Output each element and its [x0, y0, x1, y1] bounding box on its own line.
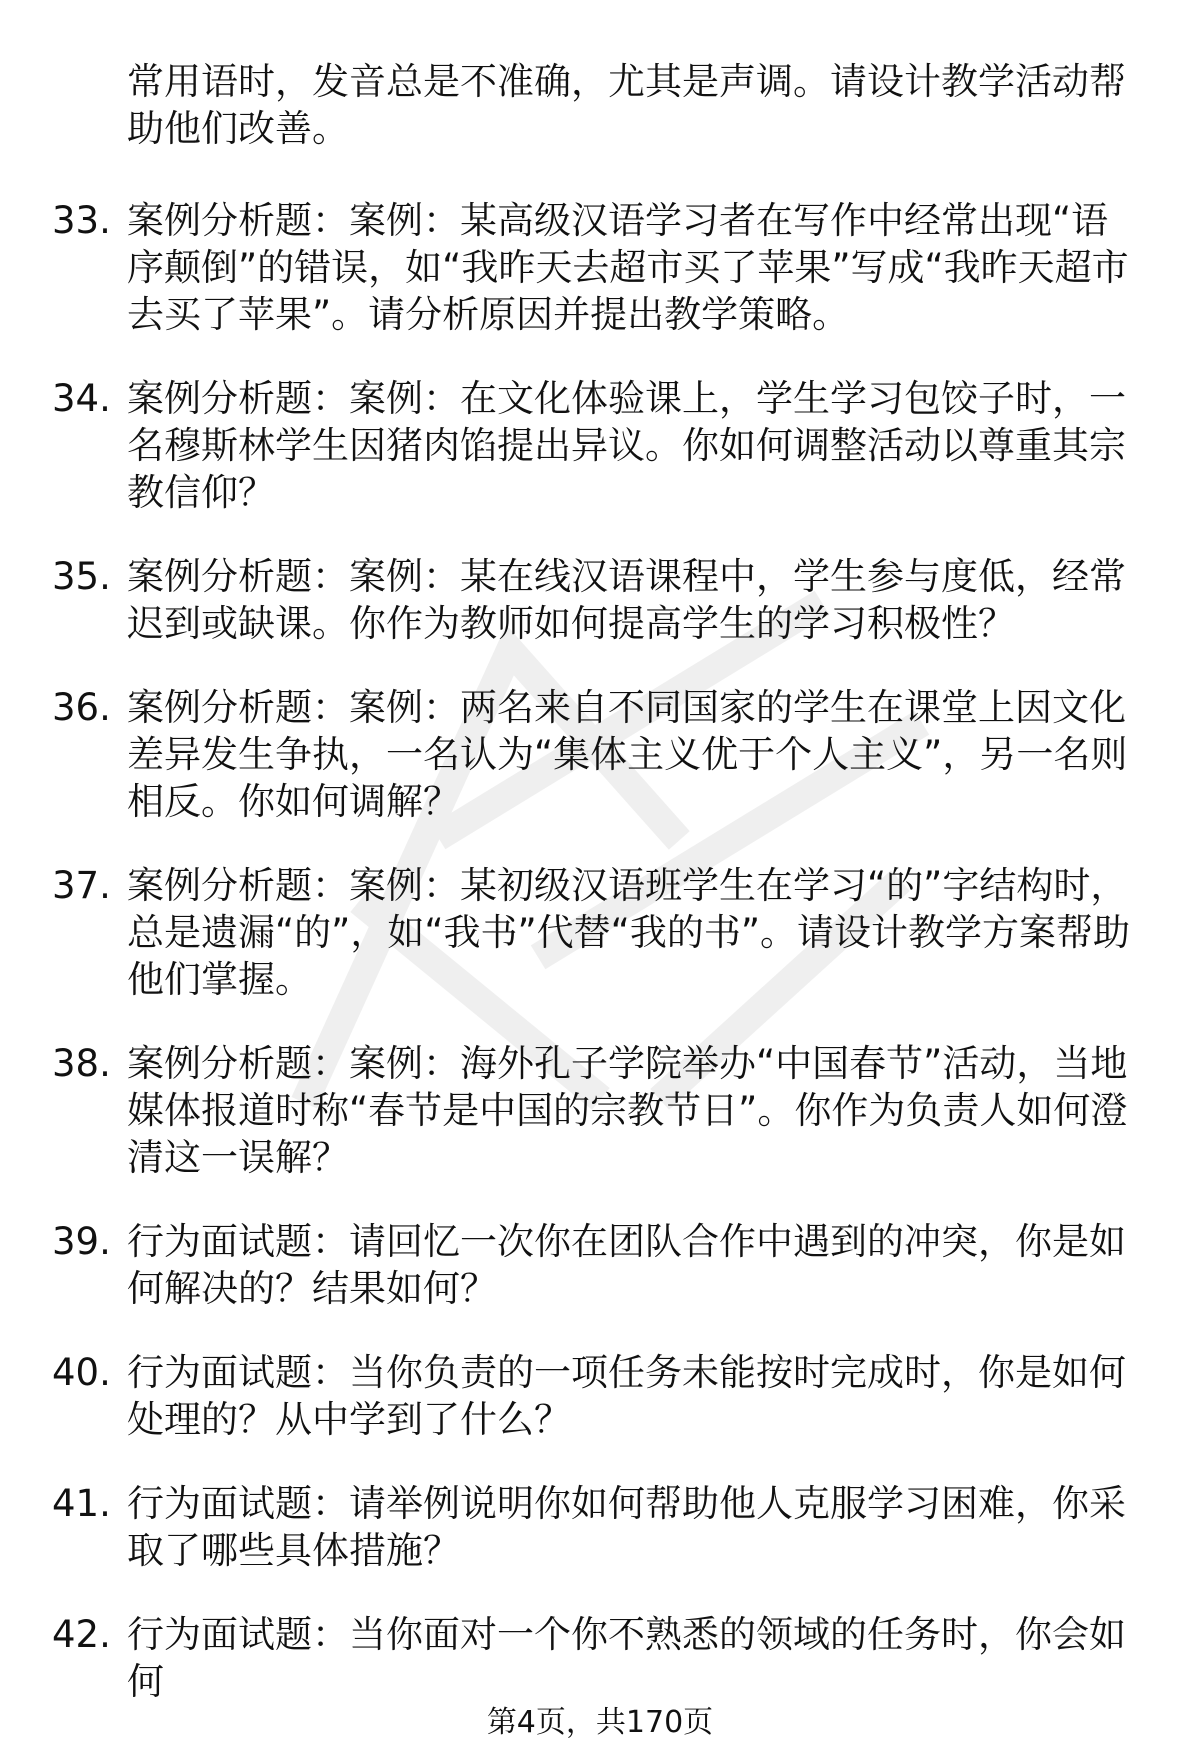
question-number: 35. [52, 555, 111, 598]
question-item [0, 553, 1200, 647]
previous-question-continuation: 常用语时，发音总是不准确，尤其是声调。请设计教学活动帮助他们改善。 [127, 60, 1126, 150]
question-number: 34. [52, 377, 111, 420]
question-item [0, 1611, 1200, 1705]
question-text: 行为面试题：当你面对一个你不熟悉的领域的任务时，你会如何 [127, 1613, 1126, 1703]
question-text: 案例分析题：案例：某高级汉语学习者在写作中经常出现“语序颠倒”的错误，如“我昨天去超市买了苹果”写成“我昨天超市去买了苹果”。请分析原因并提出教学策略。 [127, 199, 1129, 336]
question-item [0, 684, 1200, 825]
question-text: 行为面试题：请举例说明你如何帮助他人克服学习困难，你采取了哪些具体措施？ [127, 1482, 1126, 1572]
question-text: 行为面试题：请回忆一次你在团队合作中遇到的冲突，你是如何解决的？结果如何？ [127, 1220, 1126, 1310]
question-number: 41. [52, 1482, 111, 1525]
question-number: 36. [52, 686, 111, 729]
question-number: 42. [52, 1613, 111, 1656]
question-item [0, 1040, 1200, 1181]
page-number-footer: 第4页，共170页 [486, 1705, 714, 1740]
question-text: 案例分析题：案例：在文化体验课上，学生学习包饺子时，一名穆斯林学生因猪肉馅提出异议。你如何调整活动以尊重其宗教信仰？ [127, 377, 1126, 514]
question-item [0, 197, 1200, 338]
question-item [0, 1349, 1200, 1443]
question-text: 案例分析题：案例：某在线汉语课程中，学生参与度低，经常迟到或缺课。你作为教师如何提高学生的学习积极性？ [127, 555, 1126, 645]
question-item [0, 1480, 1200, 1574]
question-item [0, 375, 1200, 516]
question-number: 38. [52, 1042, 111, 1085]
question-item [0, 862, 1200, 1003]
question-text: 案例分析题：案例：海外孔子学院举办“中国春节”活动，当地媒体报道时称“春节是中国的宗教节日”。你作为负责人如何澄清这一误解？ [127, 1042, 1128, 1179]
question-number: 33. [52, 199, 111, 242]
question-text: 行为面试题：当你负责的一项任务未能按时完成时，你是如何处理的？从中学到了什么？ [127, 1351, 1126, 1441]
question-number: 37. [52, 864, 111, 907]
question-item [0, 1218, 1200, 1312]
question-text: 案例分析题：案例：某初级汉语班学生在学习“的”字结构时，总是遗漏“的”，如“我书”代替“我的书”。请设计教学方案帮助他们掌握。 [127, 864, 1131, 1001]
question-number: 40. [52, 1351, 111, 1394]
question-number: 39. [52, 1220, 111, 1263]
question-text: 案例分析题：案例：两名来自不同国家的学生在课堂上因文化差异发生争执，一名认为“集体主义优于个人主义”，另一名则相反。你如何调解？ [127, 686, 1128, 823]
question-list [0, 197, 1200, 1742]
